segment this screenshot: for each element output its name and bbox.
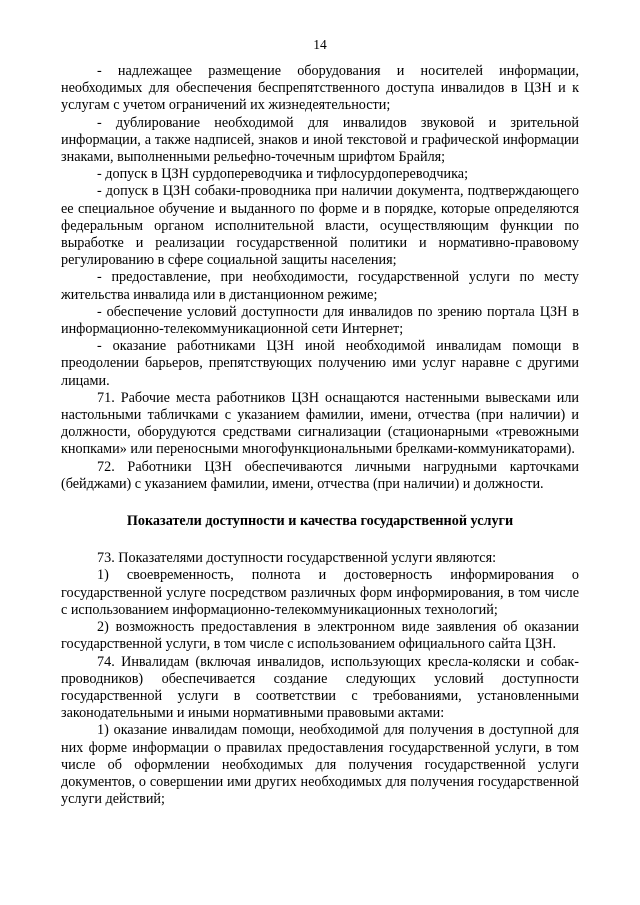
list-item-information-duplication: - дублирование необходимой для инвалидов звуковой и зрительной информации, а также надписей, знаков и иной текстовой и графической информации знаками, выполненными рельефно-точечным шрифтом Брайля;	[61, 114, 579, 166]
section-heading: Показатели доступности и качества государственной услуги	[126, 513, 514, 530]
clause-73: 73. Показателями доступности государственной услуги являются:	[97, 550, 497, 567]
list-item-sign-interpreter-access: - допуск в ЦЗН сурдопереводчика и тифлосурдопереводчика;	[97, 166, 469, 183]
page-number: 14	[313, 37, 327, 52]
list-item-portal-accessibility: - обеспечение условий доступности для инвалидов по зрению портала ЦЗН в информационно-телекоммуникационной сети Интернет;	[61, 303, 579, 338]
clause-71: 71. Рабочие места работников ЦЗН оснащаются настенными вывесками или настольными табличками с указанием фамилии, имени, отчества (при наличии) и должности, оборудуются средствами сигнализации (стационарными «тревожными кнопками» или переносными многофункциональными брелками-коммуникаторами).	[61, 389, 579, 458]
clause-73-item-1: 1) своевременность, полнота и достоверность информирования о государственной услуге посредством различных форм информирования, в том числе с использованием информационно-телекоммуникационных технологий;	[61, 567, 579, 618]
list-item-guide-dog-access: - допуск в ЦЗН собаки-проводника при наличии документа, подтверждающего ее специальное обучение и выданного по форме и в порядке, которые определяются федеральным органом исполнительной власти, осуществляющим функции по выработке и реализации государственной политики и нормативно-правовому регулированию в сфере социальной защиты населения;	[61, 183, 579, 269]
clause-73-item-2: 2) возможность предоставления в электронном виде заявления об оказании государственной услуги, в том числе с использованием официального сайта ЦЗН.	[61, 619, 579, 653]
clause-74: 74. Инвалидам (включая инвалидов, использующих кресла-коляски и собак-проводников) обеспечивается создание следующих условий доступности государственной услуги в соответствии с требованиями, установленными законодательными и иными нормативными правовыми актами:	[61, 653, 579, 722]
clause-72: 72. Работники ЦЗН обеспечиваются личными нагрудными карточками (бейджами) с указанием фамилии, имени, отчества (при наличии) и должности.	[61, 458, 579, 492]
document-body	[61, 63, 579, 808]
clause-74-item-1: 1) оказание инвалидам помощи, необходимой для получения в доступной для них форме информации о правилах предоставления государственной услуги, в том числе об оформлении необходимых для получения государственной услуги документов, о совершении ими других необходимых для получения государственной услуги действий;	[61, 722, 579, 808]
list-item-staff-assistance: - оказание работниками ЦЗН иной необходимой инвалидам помощи в преодолении барьеров, препятствующих получению ими услуг наравне с другими лицами.	[61, 338, 579, 389]
list-item-equipment-placement: - надлежащее размещение оборудования и носителей информации, необходимых для обеспечения беспрепятственного доступа инвалидов в ЦЗН и к услугам с учетом ограничений их жизнедеятельности;	[61, 63, 579, 114]
list-item-remote-service: - предоставление, при необходимости, государственной услуги по месту жительства инвалида или в дистанционном режиме;	[61, 269, 579, 303]
